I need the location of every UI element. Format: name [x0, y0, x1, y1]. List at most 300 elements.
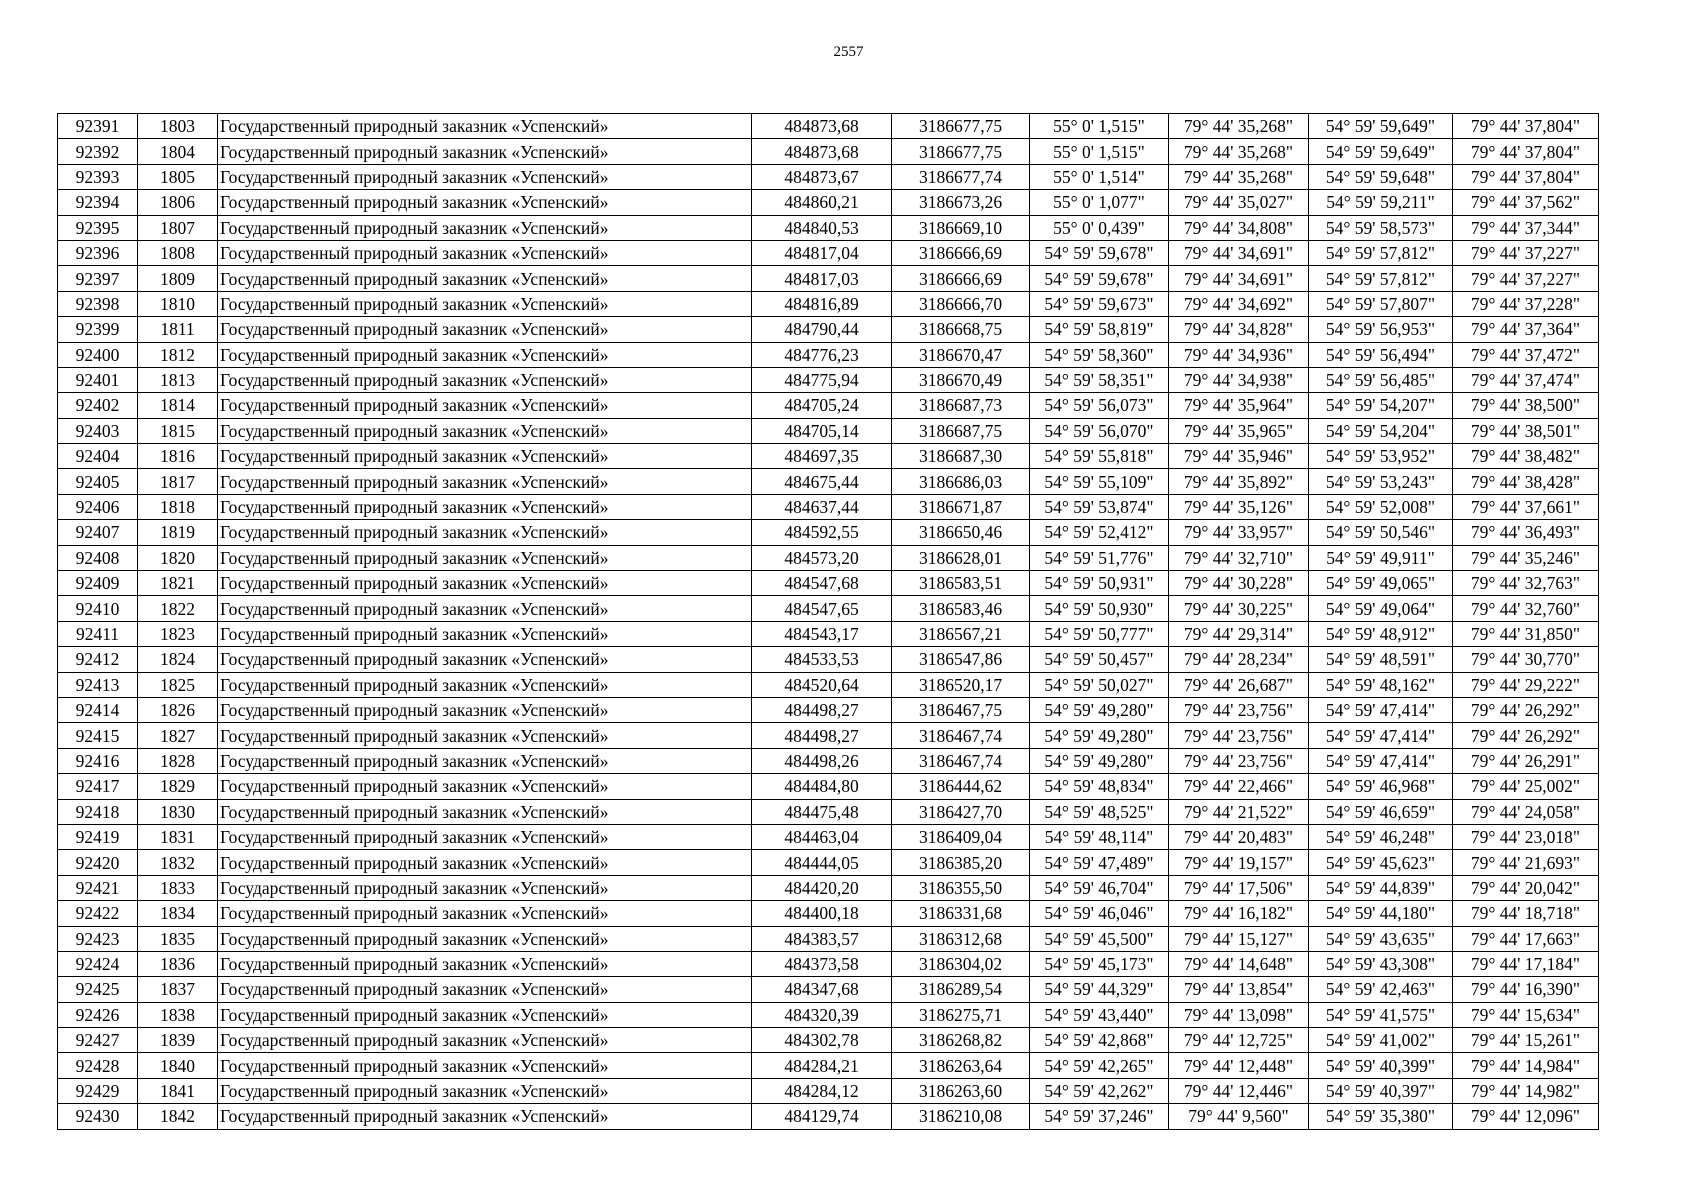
- x-coordinate-cell: 484816,89: [752, 291, 892, 316]
- row-number-cell: 92394: [58, 190, 138, 215]
- y-coordinate-cell: 3186628,01: [892, 545, 1030, 570]
- table-row: [58, 1002, 1599, 1027]
- y-coordinate-cell: 3186671,87: [892, 494, 1030, 519]
- x-coordinate-cell: 484320,39: [752, 1002, 892, 1027]
- object-name-cell: Государственный природный заказник «Успенский»: [218, 621, 752, 646]
- object-name-cell: Государственный природный заказник «Успенский»: [218, 1028, 752, 1053]
- point-number-cell: 1814: [138, 393, 218, 418]
- x-coordinate-cell: 484400,18: [752, 901, 892, 926]
- y-coordinate-cell: 3186666,69: [892, 266, 1030, 291]
- object-name-cell: Государственный природный заказник «Успенский»: [218, 190, 752, 215]
- point-number-cell: 1825: [138, 672, 218, 697]
- latitude-cell: 54° 59' 45,500": [1030, 926, 1169, 951]
- row-number-cell: 92395: [58, 215, 138, 240]
- longitude-cell: 79° 44' 19,157": [1169, 850, 1309, 875]
- table-row: [58, 1104, 1599, 1129]
- table-row: [58, 444, 1599, 469]
- latitude-cell: 54° 59' 49,280": [1030, 748, 1169, 773]
- longitude-alt-cell: 79° 44' 32,760": [1453, 596, 1599, 621]
- table-row: [58, 926, 1599, 951]
- table-row: [58, 850, 1599, 875]
- latitude-cell: 54° 59' 59,673": [1030, 291, 1169, 316]
- longitude-cell: 79° 44' 15,127": [1169, 926, 1309, 951]
- latitude-cell: 54° 59' 48,834": [1030, 774, 1169, 799]
- object-name-cell: Государственный природный заказник «Успенский»: [218, 342, 752, 367]
- point-number-cell: 1804: [138, 139, 218, 164]
- longitude-alt-cell: 79° 44' 23,018": [1453, 824, 1599, 849]
- y-coordinate-cell: 3186583,46: [892, 596, 1030, 621]
- row-number-cell: 92426: [58, 1002, 138, 1027]
- latitude-alt-cell: 54° 59' 59,649": [1309, 139, 1453, 164]
- table-row: [58, 697, 1599, 722]
- latitude-alt-cell: 54° 59' 56,485": [1309, 367, 1453, 392]
- latitude-alt-cell: 54° 59' 41,575": [1309, 1002, 1453, 1027]
- table-row: [58, 1078, 1599, 1103]
- x-coordinate-cell: 484383,57: [752, 926, 892, 951]
- x-coordinate-cell: 484697,35: [752, 444, 892, 469]
- object-name-cell: Государственный природный заказник «Успенский»: [218, 545, 752, 570]
- y-coordinate-cell: 3186210,08: [892, 1104, 1030, 1129]
- longitude-cell: 79° 44' 13,098": [1169, 1002, 1309, 1027]
- row-number-cell: 92421: [58, 875, 138, 900]
- table-row: [58, 190, 1599, 215]
- table-row: [58, 418, 1599, 443]
- longitude-alt-cell: 79° 44' 37,804": [1453, 114, 1599, 139]
- longitude-alt-cell: 79° 44' 37,228": [1453, 291, 1599, 316]
- table-row: [58, 748, 1599, 773]
- y-coordinate-cell: 3186673,26: [892, 190, 1030, 215]
- y-coordinate-cell: 3186670,49: [892, 367, 1030, 392]
- coordinates-table: [57, 113, 1599, 1130]
- x-coordinate-cell: 484284,21: [752, 1053, 892, 1078]
- latitude-alt-cell: 54° 59' 59,211": [1309, 190, 1453, 215]
- latitude-cell: 55° 0' 1,515": [1030, 114, 1169, 139]
- page-number: 2557: [833, 44, 864, 60]
- point-number-cell: 1812: [138, 342, 218, 367]
- latitude-cell: 54° 59' 49,280": [1030, 697, 1169, 722]
- longitude-cell: 79° 44' 35,027": [1169, 190, 1309, 215]
- row-number-cell: 92403: [58, 418, 138, 443]
- point-number-cell: 1821: [138, 571, 218, 596]
- x-coordinate-cell: 484420,20: [752, 875, 892, 900]
- table-row: [58, 266, 1599, 291]
- row-number-cell: 92418: [58, 799, 138, 824]
- row-number-cell: 92408: [58, 545, 138, 570]
- table-row: [58, 215, 1599, 240]
- latitude-alt-cell: 54° 59' 47,414": [1309, 748, 1453, 773]
- y-coordinate-cell: 3186275,71: [892, 1002, 1030, 1027]
- object-name-cell: Государственный природный заказник «Успенский»: [218, 1053, 752, 1078]
- latitude-cell: 54° 59' 56,073": [1030, 393, 1169, 418]
- object-name-cell: Государственный природный заказник «Успенский»: [218, 748, 752, 773]
- table-row: [58, 494, 1599, 519]
- longitude-alt-cell: 79° 44' 25,002": [1453, 774, 1599, 799]
- longitude-alt-cell: 79° 44' 35,246": [1453, 545, 1599, 570]
- longitude-cell: 79° 44' 26,687": [1169, 672, 1309, 697]
- object-name-cell: Государственный природный заказник «Успенский»: [218, 266, 752, 291]
- latitude-alt-cell: 54° 59' 48,912": [1309, 621, 1453, 646]
- latitude-alt-cell: 54° 59' 59,648": [1309, 164, 1453, 189]
- latitude-alt-cell: 54° 59' 47,414": [1309, 723, 1453, 748]
- longitude-cell: 79° 44' 20,483": [1169, 824, 1309, 849]
- object-name-cell: Государственный природный заказник «Успенский»: [218, 875, 752, 900]
- table-row: [58, 621, 1599, 646]
- longitude-alt-cell: 79° 44' 29,222": [1453, 672, 1599, 697]
- latitude-cell: 54° 59' 49,280": [1030, 723, 1169, 748]
- row-number-cell: 92420: [58, 850, 138, 875]
- row-number-cell: 92392: [58, 139, 138, 164]
- longitude-alt-cell: 79° 44' 31,850": [1453, 621, 1599, 646]
- latitude-alt-cell: 54° 59' 49,064": [1309, 596, 1453, 621]
- table-row: [58, 342, 1599, 367]
- latitude-cell: 54° 59' 56,070": [1030, 418, 1169, 443]
- object-name-cell: Государственный природный заказник «Успенский»: [218, 164, 752, 189]
- y-coordinate-cell: 3186669,10: [892, 215, 1030, 240]
- latitude-cell: 54° 59' 55,818": [1030, 444, 1169, 469]
- row-number-cell: 92412: [58, 647, 138, 672]
- longitude-alt-cell: 79° 44' 37,804": [1453, 164, 1599, 189]
- x-coordinate-cell: 484776,23: [752, 342, 892, 367]
- latitude-cell: 54° 59' 43,440": [1030, 1002, 1169, 1027]
- longitude-alt-cell: 79° 44' 37,661": [1453, 494, 1599, 519]
- point-number-cell: 1832: [138, 850, 218, 875]
- point-number-cell: 1831: [138, 824, 218, 849]
- longitude-alt-cell: 79° 44' 12,096": [1453, 1104, 1599, 1129]
- point-number-cell: 1824: [138, 647, 218, 672]
- longitude-cell: 79° 44' 35,268": [1169, 139, 1309, 164]
- object-name-cell: Государственный природный заказник «Успенский»: [218, 774, 752, 799]
- x-coordinate-cell: 484498,26: [752, 748, 892, 773]
- y-coordinate-cell: 3186263,60: [892, 1078, 1030, 1103]
- x-coordinate-cell: 484520,64: [752, 672, 892, 697]
- longitude-cell: 79° 44' 34,936": [1169, 342, 1309, 367]
- row-number-cell: 92407: [58, 520, 138, 545]
- longitude-cell: 79° 44' 16,182": [1169, 901, 1309, 926]
- longitude-cell: 79° 44' 21,522": [1169, 799, 1309, 824]
- longitude-alt-cell: 79° 44' 37,344": [1453, 215, 1599, 240]
- y-coordinate-cell: 3186668,75: [892, 317, 1030, 342]
- y-coordinate-cell: 3186677,75: [892, 114, 1030, 139]
- x-coordinate-cell: 484302,78: [752, 1028, 892, 1053]
- longitude-alt-cell: 79° 44' 37,562": [1453, 190, 1599, 215]
- longitude-alt-cell: 79° 44' 37,364": [1453, 317, 1599, 342]
- x-coordinate-cell: 484484,80: [752, 774, 892, 799]
- latitude-alt-cell: 54° 59' 46,659": [1309, 799, 1453, 824]
- table-row: [58, 824, 1599, 849]
- object-name-cell: Государственный природный заказник «Успенский»: [218, 647, 752, 672]
- latitude-cell: 54° 59' 59,678": [1030, 266, 1169, 291]
- row-number-cell: 92429: [58, 1078, 138, 1103]
- row-number-cell: 92405: [58, 469, 138, 494]
- y-coordinate-cell: 3186583,51: [892, 571, 1030, 596]
- table-row: [58, 1028, 1599, 1053]
- longitude-cell: 79° 44' 17,506": [1169, 875, 1309, 900]
- row-number-cell: 92400: [58, 342, 138, 367]
- point-number-cell: 1819: [138, 520, 218, 545]
- longitude-alt-cell: 79° 44' 21,693": [1453, 850, 1599, 875]
- y-coordinate-cell: 3186467,74: [892, 748, 1030, 773]
- y-coordinate-cell: 3186687,73: [892, 393, 1030, 418]
- latitude-cell: 55° 0' 1,514": [1030, 164, 1169, 189]
- point-number-cell: 1835: [138, 926, 218, 951]
- longitude-alt-cell: 79° 44' 17,184": [1453, 951, 1599, 976]
- table-row: [58, 672, 1599, 697]
- x-coordinate-cell: 484873,68: [752, 139, 892, 164]
- y-coordinate-cell: 3186666,69: [892, 240, 1030, 265]
- row-number-cell: 92396: [58, 240, 138, 265]
- latitude-cell: 54° 59' 45,173": [1030, 951, 1169, 976]
- latitude-cell: 54° 59' 50,777": [1030, 621, 1169, 646]
- longitude-cell: 79° 44' 35,892": [1169, 469, 1309, 494]
- table-row: [58, 647, 1599, 672]
- y-coordinate-cell: 3186467,74: [892, 723, 1030, 748]
- latitude-alt-cell: 54° 59' 41,002": [1309, 1028, 1453, 1053]
- object-name-cell: Государственный природный заказник «Успенский»: [218, 393, 752, 418]
- latitude-cell: 54° 59' 58,360": [1030, 342, 1169, 367]
- x-coordinate-cell: 484533,53: [752, 647, 892, 672]
- longitude-alt-cell: 79° 44' 15,261": [1453, 1028, 1599, 1053]
- x-coordinate-cell: 484840,53: [752, 215, 892, 240]
- point-number-cell: 1803: [138, 114, 218, 139]
- latitude-cell: 54° 59' 53,874": [1030, 494, 1169, 519]
- longitude-cell: 79° 44' 35,268": [1169, 114, 1309, 139]
- row-number-cell: 92391: [58, 114, 138, 139]
- latitude-alt-cell: 54° 59' 54,207": [1309, 393, 1453, 418]
- x-coordinate-cell: 484543,17: [752, 621, 892, 646]
- longitude-alt-cell: 79° 44' 37,804": [1453, 139, 1599, 164]
- row-number-cell: 92422: [58, 901, 138, 926]
- longitude-alt-cell: 79° 44' 36,493": [1453, 520, 1599, 545]
- y-coordinate-cell: 3186385,20: [892, 850, 1030, 875]
- table-row: [58, 571, 1599, 596]
- latitude-cell: 54° 59' 50,931": [1030, 571, 1169, 596]
- x-coordinate-cell: 484637,44: [752, 494, 892, 519]
- object-name-cell: Государственный природный заказник «Успенский»: [218, 215, 752, 240]
- y-coordinate-cell: 3186467,75: [892, 697, 1030, 722]
- point-number-cell: 1810: [138, 291, 218, 316]
- point-number-cell: 1816: [138, 444, 218, 469]
- row-number-cell: 92410: [58, 596, 138, 621]
- longitude-alt-cell: 79° 44' 37,474": [1453, 367, 1599, 392]
- row-number-cell: 92419: [58, 824, 138, 849]
- row-number-cell: 92401: [58, 367, 138, 392]
- latitude-cell: 54° 59' 58,819": [1030, 317, 1169, 342]
- longitude-cell: 79° 44' 32,710": [1169, 545, 1309, 570]
- latitude-alt-cell: 54° 59' 44,180": [1309, 901, 1453, 926]
- latitude-alt-cell: 54° 59' 56,953": [1309, 317, 1453, 342]
- x-coordinate-cell: 484498,27: [752, 697, 892, 722]
- table-row: [58, 774, 1599, 799]
- point-number-cell: 1841: [138, 1078, 218, 1103]
- row-number-cell: 92413: [58, 672, 138, 697]
- longitude-cell: 79° 44' 12,446": [1169, 1078, 1309, 1103]
- latitude-cell: 54° 59' 46,704": [1030, 875, 1169, 900]
- x-coordinate-cell: 484573,20: [752, 545, 892, 570]
- longitude-alt-cell: 79° 44' 38,500": [1453, 393, 1599, 418]
- longitude-cell: 79° 44' 35,964": [1169, 393, 1309, 418]
- x-coordinate-cell: 484817,04: [752, 240, 892, 265]
- object-name-cell: Государственный природный заказник «Успенский»: [218, 469, 752, 494]
- latitude-cell: 54° 59' 50,027": [1030, 672, 1169, 697]
- longitude-cell: 79° 44' 28,234": [1169, 647, 1309, 672]
- point-number-cell: 1822: [138, 596, 218, 621]
- longitude-cell: 79° 44' 35,126": [1169, 494, 1309, 519]
- longitude-cell: 79° 44' 35,965": [1169, 418, 1309, 443]
- latitude-alt-cell: 54° 59' 43,308": [1309, 951, 1453, 976]
- point-number-cell: 1837: [138, 977, 218, 1002]
- table-row: [58, 901, 1599, 926]
- object-name-cell: Государственный природный заказник «Успенский»: [218, 444, 752, 469]
- row-number-cell: 92427: [58, 1028, 138, 1053]
- x-coordinate-cell: 484547,65: [752, 596, 892, 621]
- latitude-cell: 54° 59' 58,351": [1030, 367, 1169, 392]
- longitude-cell: 79° 44' 13,854": [1169, 977, 1309, 1002]
- longitude-cell: 79° 44' 34,808": [1169, 215, 1309, 240]
- table-row: [58, 139, 1599, 164]
- longitude-alt-cell: 79° 44' 17,663": [1453, 926, 1599, 951]
- x-coordinate-cell: 484873,68: [752, 114, 892, 139]
- y-coordinate-cell: 3186304,02: [892, 951, 1030, 976]
- y-coordinate-cell: 3186687,30: [892, 444, 1030, 469]
- point-number-cell: 1808: [138, 240, 218, 265]
- point-number-cell: 1833: [138, 875, 218, 900]
- table-row: [58, 951, 1599, 976]
- latitude-alt-cell: 54° 59' 47,414": [1309, 697, 1453, 722]
- y-coordinate-cell: 3186677,74: [892, 164, 1030, 189]
- longitude-alt-cell: 79° 44' 32,763": [1453, 571, 1599, 596]
- latitude-cell: 54° 59' 50,930": [1030, 596, 1169, 621]
- latitude-alt-cell: 54° 59' 43,635": [1309, 926, 1453, 951]
- row-number-cell: 92414: [58, 697, 138, 722]
- point-number-cell: 1806: [138, 190, 218, 215]
- longitude-alt-cell: 79° 44' 30,770": [1453, 647, 1599, 672]
- y-coordinate-cell: 3186312,68: [892, 926, 1030, 951]
- longitude-cell: 79° 44' 23,756": [1169, 723, 1309, 748]
- latitude-cell: 54° 59' 48,114": [1030, 824, 1169, 849]
- row-number-cell: 92398: [58, 291, 138, 316]
- x-coordinate-cell: 484592,55: [752, 520, 892, 545]
- x-coordinate-cell: 484675,44: [752, 469, 892, 494]
- table-row: [58, 723, 1599, 748]
- row-number-cell: 92411: [58, 621, 138, 646]
- point-number-cell: 1828: [138, 748, 218, 773]
- latitude-alt-cell: 54° 59' 56,494": [1309, 342, 1453, 367]
- row-number-cell: 92423: [58, 926, 138, 951]
- latitude-alt-cell: 54° 59' 53,243": [1309, 469, 1453, 494]
- row-number-cell: 92424: [58, 951, 138, 976]
- object-name-cell: Государственный природный заказник «Успенский»: [218, 977, 752, 1002]
- row-number-cell: 92415: [58, 723, 138, 748]
- row-number-cell: 92406: [58, 494, 138, 519]
- longitude-cell: 79° 44' 34,691": [1169, 266, 1309, 291]
- longitude-alt-cell: 79° 44' 16,390": [1453, 977, 1599, 1002]
- latitude-cell: 54° 59' 59,678": [1030, 240, 1169, 265]
- latitude-alt-cell: 54° 59' 54,204": [1309, 418, 1453, 443]
- longitude-alt-cell: 79° 44' 20,042": [1453, 875, 1599, 900]
- row-number-cell: 92397: [58, 266, 138, 291]
- y-coordinate-cell: 3186263,64: [892, 1053, 1030, 1078]
- longitude-alt-cell: 79° 44' 14,984": [1453, 1053, 1599, 1078]
- row-number-cell: 92428: [58, 1053, 138, 1078]
- row-number-cell: 92430: [58, 1104, 138, 1129]
- x-coordinate-cell: 484705,24: [752, 393, 892, 418]
- object-name-cell: Государственный природный заказник «Успенский»: [218, 291, 752, 316]
- latitude-cell: 54° 59' 44,329": [1030, 977, 1169, 1002]
- table-row: [58, 114, 1599, 139]
- latitude-alt-cell: 54° 59' 57,807": [1309, 291, 1453, 316]
- latitude-cell: 54° 59' 47,489": [1030, 850, 1169, 875]
- latitude-alt-cell: 54° 59' 49,065": [1309, 571, 1453, 596]
- object-name-cell: Государственный природный заказник «Успенский»: [218, 114, 752, 139]
- table-row: [58, 545, 1599, 570]
- latitude-cell: 54° 59' 37,246": [1030, 1104, 1169, 1129]
- latitude-cell: 54° 59' 52,412": [1030, 520, 1169, 545]
- point-number-cell: 1842: [138, 1104, 218, 1129]
- longitude-cell: 79° 44' 14,648": [1169, 951, 1309, 976]
- longitude-cell: 79° 44' 9,560": [1169, 1104, 1309, 1129]
- latitude-alt-cell: 54° 59' 50,546": [1309, 520, 1453, 545]
- object-name-cell: Государственный природный заказник «Успенский»: [218, 1104, 752, 1129]
- table-body: [58, 114, 1599, 1130]
- latitude-cell: 54° 59' 42,265": [1030, 1053, 1169, 1078]
- point-number-cell: 1807: [138, 215, 218, 240]
- x-coordinate-cell: 484873,67: [752, 164, 892, 189]
- y-coordinate-cell: 3186268,82: [892, 1028, 1030, 1053]
- latitude-cell: 54° 59' 50,457": [1030, 647, 1169, 672]
- longitude-cell: 79° 44' 35,268": [1169, 164, 1309, 189]
- x-coordinate-cell: 484705,14: [752, 418, 892, 443]
- point-number-cell: 1840: [138, 1053, 218, 1078]
- longitude-cell: 79° 44' 34,828": [1169, 317, 1309, 342]
- longitude-alt-cell: 79° 44' 15,634": [1453, 1002, 1599, 1027]
- x-coordinate-cell: 484373,58: [752, 951, 892, 976]
- x-coordinate-cell: 484547,68: [752, 571, 892, 596]
- object-name-cell: Государственный природный заказник «Успенский»: [218, 494, 752, 519]
- y-coordinate-cell: 3186670,47: [892, 342, 1030, 367]
- table-row: [58, 596, 1599, 621]
- latitude-cell: 54° 59' 51,776": [1030, 545, 1169, 570]
- x-coordinate-cell: 484284,12: [752, 1078, 892, 1103]
- object-name-cell: Государственный природный заказник «Успенский»: [218, 799, 752, 824]
- latitude-alt-cell: 54° 59' 52,008": [1309, 494, 1453, 519]
- longitude-alt-cell: 79° 44' 26,291": [1453, 748, 1599, 773]
- latitude-alt-cell: 54° 59' 48,162": [1309, 672, 1453, 697]
- object-name-cell: Государственный природный заказник «Успенский»: [218, 697, 752, 722]
- object-name-cell: Государственный природный заказник «Успенский»: [218, 520, 752, 545]
- longitude-cell: 79° 44' 23,756": [1169, 697, 1309, 722]
- table-row: [58, 469, 1599, 494]
- latitude-alt-cell: 54° 59' 48,591": [1309, 647, 1453, 672]
- longitude-alt-cell: 79° 44' 26,292": [1453, 697, 1599, 722]
- longitude-cell: 79° 44' 23,756": [1169, 748, 1309, 773]
- longitude-alt-cell: 79° 44' 38,482": [1453, 444, 1599, 469]
- longitude-cell: 79° 44' 34,938": [1169, 367, 1309, 392]
- latitude-alt-cell: 54° 59' 40,399": [1309, 1053, 1453, 1078]
- latitude-cell: 55° 0' 1,077": [1030, 190, 1169, 215]
- table-row: [58, 393, 1599, 418]
- x-coordinate-cell: 484860,21: [752, 190, 892, 215]
- latitude-alt-cell: 54° 59' 35,380": [1309, 1104, 1453, 1129]
- latitude-cell: 55° 0' 0,439": [1030, 215, 1169, 240]
- y-coordinate-cell: 3186686,03: [892, 469, 1030, 494]
- y-coordinate-cell: 3186355,50: [892, 875, 1030, 900]
- y-coordinate-cell: 3186666,70: [892, 291, 1030, 316]
- point-number-cell: 1839: [138, 1028, 218, 1053]
- row-number-cell: 92393: [58, 164, 138, 189]
- x-coordinate-cell: 484475,48: [752, 799, 892, 824]
- row-number-cell: 92416: [58, 748, 138, 773]
- y-coordinate-cell: 3186567,21: [892, 621, 1030, 646]
